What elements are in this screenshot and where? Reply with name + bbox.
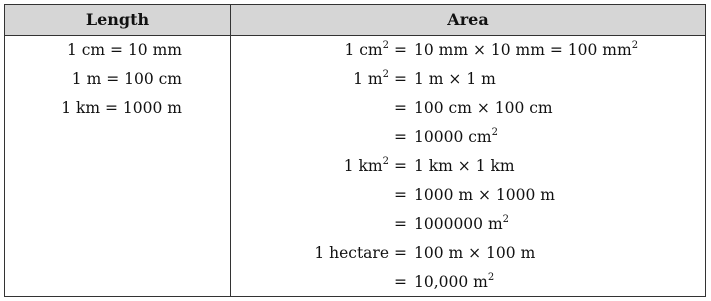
units-table (4, 4, 706, 297)
area-lhs: 1 $km^2$ (343, 155, 389, 175)
equals-sign: = (394, 157, 407, 175)
length-row: 1 km = 1000 m (61, 99, 182, 117)
equals-sign: = (394, 215, 407, 233)
header-area: Area (447, 10, 489, 29)
area-lhs: 1 hectare (314, 244, 389, 262)
area-rhs: 10 mm × 10 mm = 100 $mm^2$ (414, 39, 639, 59)
area-rhs: 10000 $cm^2$ (414, 126, 498, 146)
equals-sign: = (394, 99, 407, 117)
area-rhs: 1000 m × 1000 m (414, 186, 555, 204)
area-rhs: 1 km × 1 km (414, 157, 515, 175)
area-rhs: 10,000 $m^2$ (414, 271, 495, 291)
equals-sign: = (394, 273, 407, 291)
header-length: Length (85, 10, 150, 29)
equals-sign: = (394, 186, 407, 204)
equals-sign: = (394, 41, 407, 59)
equals-sign: = (394, 70, 407, 88)
column-divider (230, 5, 231, 296)
area-rhs: 1 m × 1 m (414, 70, 496, 88)
equals-sign: = (394, 244, 407, 262)
area-rhs: 1000000 $m^2$ (414, 213, 510, 233)
area-rhs: 100 m × 100 m (414, 244, 536, 262)
area-rhs: 100 cm × 100 cm (414, 99, 553, 117)
area-lhs: 1 $cm^2$ (344, 39, 389, 59)
length-row: 1 cm = 10 mm (66, 41, 182, 59)
length-row: 1 m = 100 cm (71, 70, 182, 88)
area-lhs: 1 $m^2$ (353, 68, 389, 88)
equals-sign: = (394, 128, 407, 146)
